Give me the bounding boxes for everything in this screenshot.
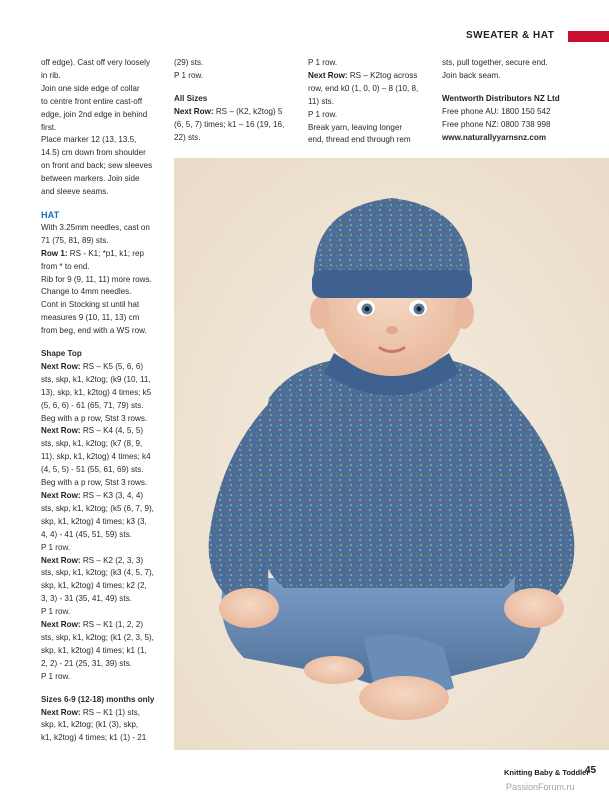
phone-au: Free phone AU: 1800 150 542 <box>442 106 551 116</box>
row-label: Next Row: <box>41 555 81 565</box>
text-line: (6, 5, 7) times; k1 – 16 (19, 16, <box>174 119 285 129</box>
text-line: RS – K4 (4, 5, 5) <box>80 426 144 436</box>
row-label: Row 1: <box>41 248 68 258</box>
text-line: Join back seam. <box>442 70 501 80</box>
row-label: Next Row: <box>174 106 214 116</box>
text-line: from * to end. <box>41 261 90 271</box>
text-line: 11) sts. <box>308 96 334 106</box>
text-line: 71 (75, 81, 89) sts. <box>41 235 109 245</box>
text-line: P 1 row. <box>41 671 71 681</box>
text-line: on front and back; sew sleeves <box>41 161 153 171</box>
text-line: sts, skp, k1, k2tog; (k5 (6, 7, 9), <box>41 503 154 513</box>
column-2 <box>174 57 304 144</box>
text-line: Place marker 12 (13, 13.5, <box>41 135 137 145</box>
text-line: P 1 row. <box>308 109 338 119</box>
next-row-instruction <box>41 555 171 568</box>
text-line: 11), skp, k1, k2tog) 4 times; k4 <box>41 452 151 462</box>
column-4 <box>442 57 582 144</box>
text-line: from beg, end with a WS row. <box>41 326 147 336</box>
text-line: sts, pull together, secure end. <box>442 58 548 67</box>
column-3 <box>308 57 438 147</box>
text-line: Change to 4mm needles. <box>41 287 132 297</box>
row-label: Next Row: <box>41 620 81 630</box>
text-line: (29) sts. <box>174 58 204 67</box>
next-row-instruction <box>308 70 438 83</box>
next-row-instruction <box>41 361 171 374</box>
next-row-instruction <box>41 425 171 438</box>
text-line: Beg with a p row, Stst 3 rows. <box>41 478 148 488</box>
text-line: With 3.25mm needles, cast on <box>41 222 150 232</box>
text-line: RS – K5 (5, 6, 6) <box>80 361 144 371</box>
next-row-instruction <box>41 619 171 632</box>
text-line: RS - K1; *p1, k1; rep <box>67 248 145 258</box>
text-line: skp, k1, k2tog; (k1 (3), skp, <box>41 720 139 730</box>
phone-nz: Free phone NZ: 0800 738 998 <box>442 119 551 129</box>
text-line: RS – K3 (3, 4, 4) <box>80 491 144 500</box>
text-line: RS – K1 (1, 2, 2) <box>80 620 144 630</box>
text-line: sts, skp, k1, k2tog; (k1 (2, 3, 5), <box>41 632 154 642</box>
row-label: Next Row: <box>41 426 81 436</box>
text-line: Beg with a p row, Stst 3 rows. <box>41 413 148 423</box>
text-line: 3, 3) - 31 (35, 41, 49) sts. <box>41 594 132 604</box>
page-number: 45 <box>585 765 597 776</box>
text-line: 4, 4) - 41 (45, 51, 59) sts. <box>41 529 132 539</box>
text-line: P 1 row. <box>41 542 71 552</box>
text-line: to centre front entire cast-off <box>41 96 143 106</box>
text-line: P 1 row. <box>308 58 338 67</box>
text-line: off edge). Cast off very loosely <box>41 58 151 67</box>
text-line: skp, k1, k2tog) 4 times; k2 (2, <box>41 581 147 591</box>
text-line: P 1 row. <box>41 607 71 617</box>
text-line: first. <box>41 122 57 132</box>
text-line: RS – K2tog across <box>347 70 418 80</box>
text-line: sts, skp, k1, k2tog; (k9 (10, 11, <box>41 374 151 384</box>
website-link[interactable]: www.naturallyyarnsnz.com <box>442 132 547 142</box>
text-line: RS – K1 (1) sts, <box>80 707 140 717</box>
text-line: 2, 2) - 21 (25, 31, 39) sts. <box>41 658 132 668</box>
watermark: PassionForum.ru <box>506 782 575 792</box>
baby-photo <box>174 158 609 750</box>
text-line: end, thread end through rem <box>308 135 411 145</box>
text-line: edge, join 2nd edge in behind <box>41 109 148 119</box>
distributor-name: Wentworth Distributors NZ Ltd <box>442 93 560 103</box>
row-label: Next Row: <box>41 707 81 717</box>
text-line: skp, k1, k2tog) 4 times; k3 (3, <box>41 516 147 526</box>
text-line: measures 9 (10, 11, 13) cm <box>41 313 140 323</box>
sizes-heading: Sizes 6-9 (12-18) months only <box>41 694 155 704</box>
text-line: 14.5) cm down from shoulder <box>41 148 146 158</box>
text-line: k1, k2tog) 4 times; k1 (1) - 21 <box>41 733 147 743</box>
row-1-instruction <box>41 248 171 261</box>
text-line: P 1 row. <box>174 70 204 80</box>
hat-heading: HAT <box>41 209 60 220</box>
all-sizes-heading: All Sizes <box>174 93 208 103</box>
text-line: sts, skp, k1, k2tog; (k7 (8, 9, <box>41 439 143 449</box>
text-line: between markers. Join side <box>41 174 140 184</box>
text-line: row, end k0 (1, 0, 0) – 8 (10, 8, <box>308 83 419 93</box>
text-line: Join one side edge of collar <box>41 83 140 93</box>
text-line: RS – (K2, k2tog) 5 <box>213 106 283 116</box>
shape-top-heading: Shape Top <box>41 349 82 359</box>
next-row-instruction <box>174 106 304 119</box>
text-line: (4, 5, 5) - 51 (55, 61, 69) sts. <box>41 465 144 475</box>
text-line: sts, skp, k1, k2tog; (k3 (4, 5, 7), <box>41 568 154 578</box>
row-label: Next Row: <box>41 491 81 500</box>
text-line: in rib. <box>41 70 61 80</box>
row-label: Next Row: <box>308 70 348 80</box>
text-line: Rib for 9 (9, 11, 11) more rows. <box>41 274 152 284</box>
text-line: RS – K2 (2, 3, 3) <box>80 555 144 565</box>
text-line: 13), skp, k1, k2tog) 4 times; k5 <box>41 387 152 397</box>
text-line: (5, 6, 6) - 61 (65, 71, 79) sts. <box>41 400 144 410</box>
magazine-title: Knitting Baby & Toddler <box>504 768 590 777</box>
row-label: Next Row: <box>41 361 81 371</box>
section-title: SWEATER & HAT <box>466 30 555 41</box>
intro-lines <box>41 57 171 199</box>
baby-illustration <box>174 158 609 750</box>
next-row-instruction <box>41 490 171 503</box>
text-line: Break yarn, leaving longer <box>308 122 403 132</box>
section-color-bar <box>568 31 609 42</box>
next-row-instruction <box>41 707 171 720</box>
text-line: and sleeve seams. <box>41 187 109 197</box>
text-line: Cont in Stocking st until hat <box>41 300 140 310</box>
text-line: skp, k1, k2tog) 4 times; k1 (1, <box>41 645 147 655</box>
column-1 <box>41 57 171 745</box>
text-line: 22) sts. <box>174 132 201 142</box>
